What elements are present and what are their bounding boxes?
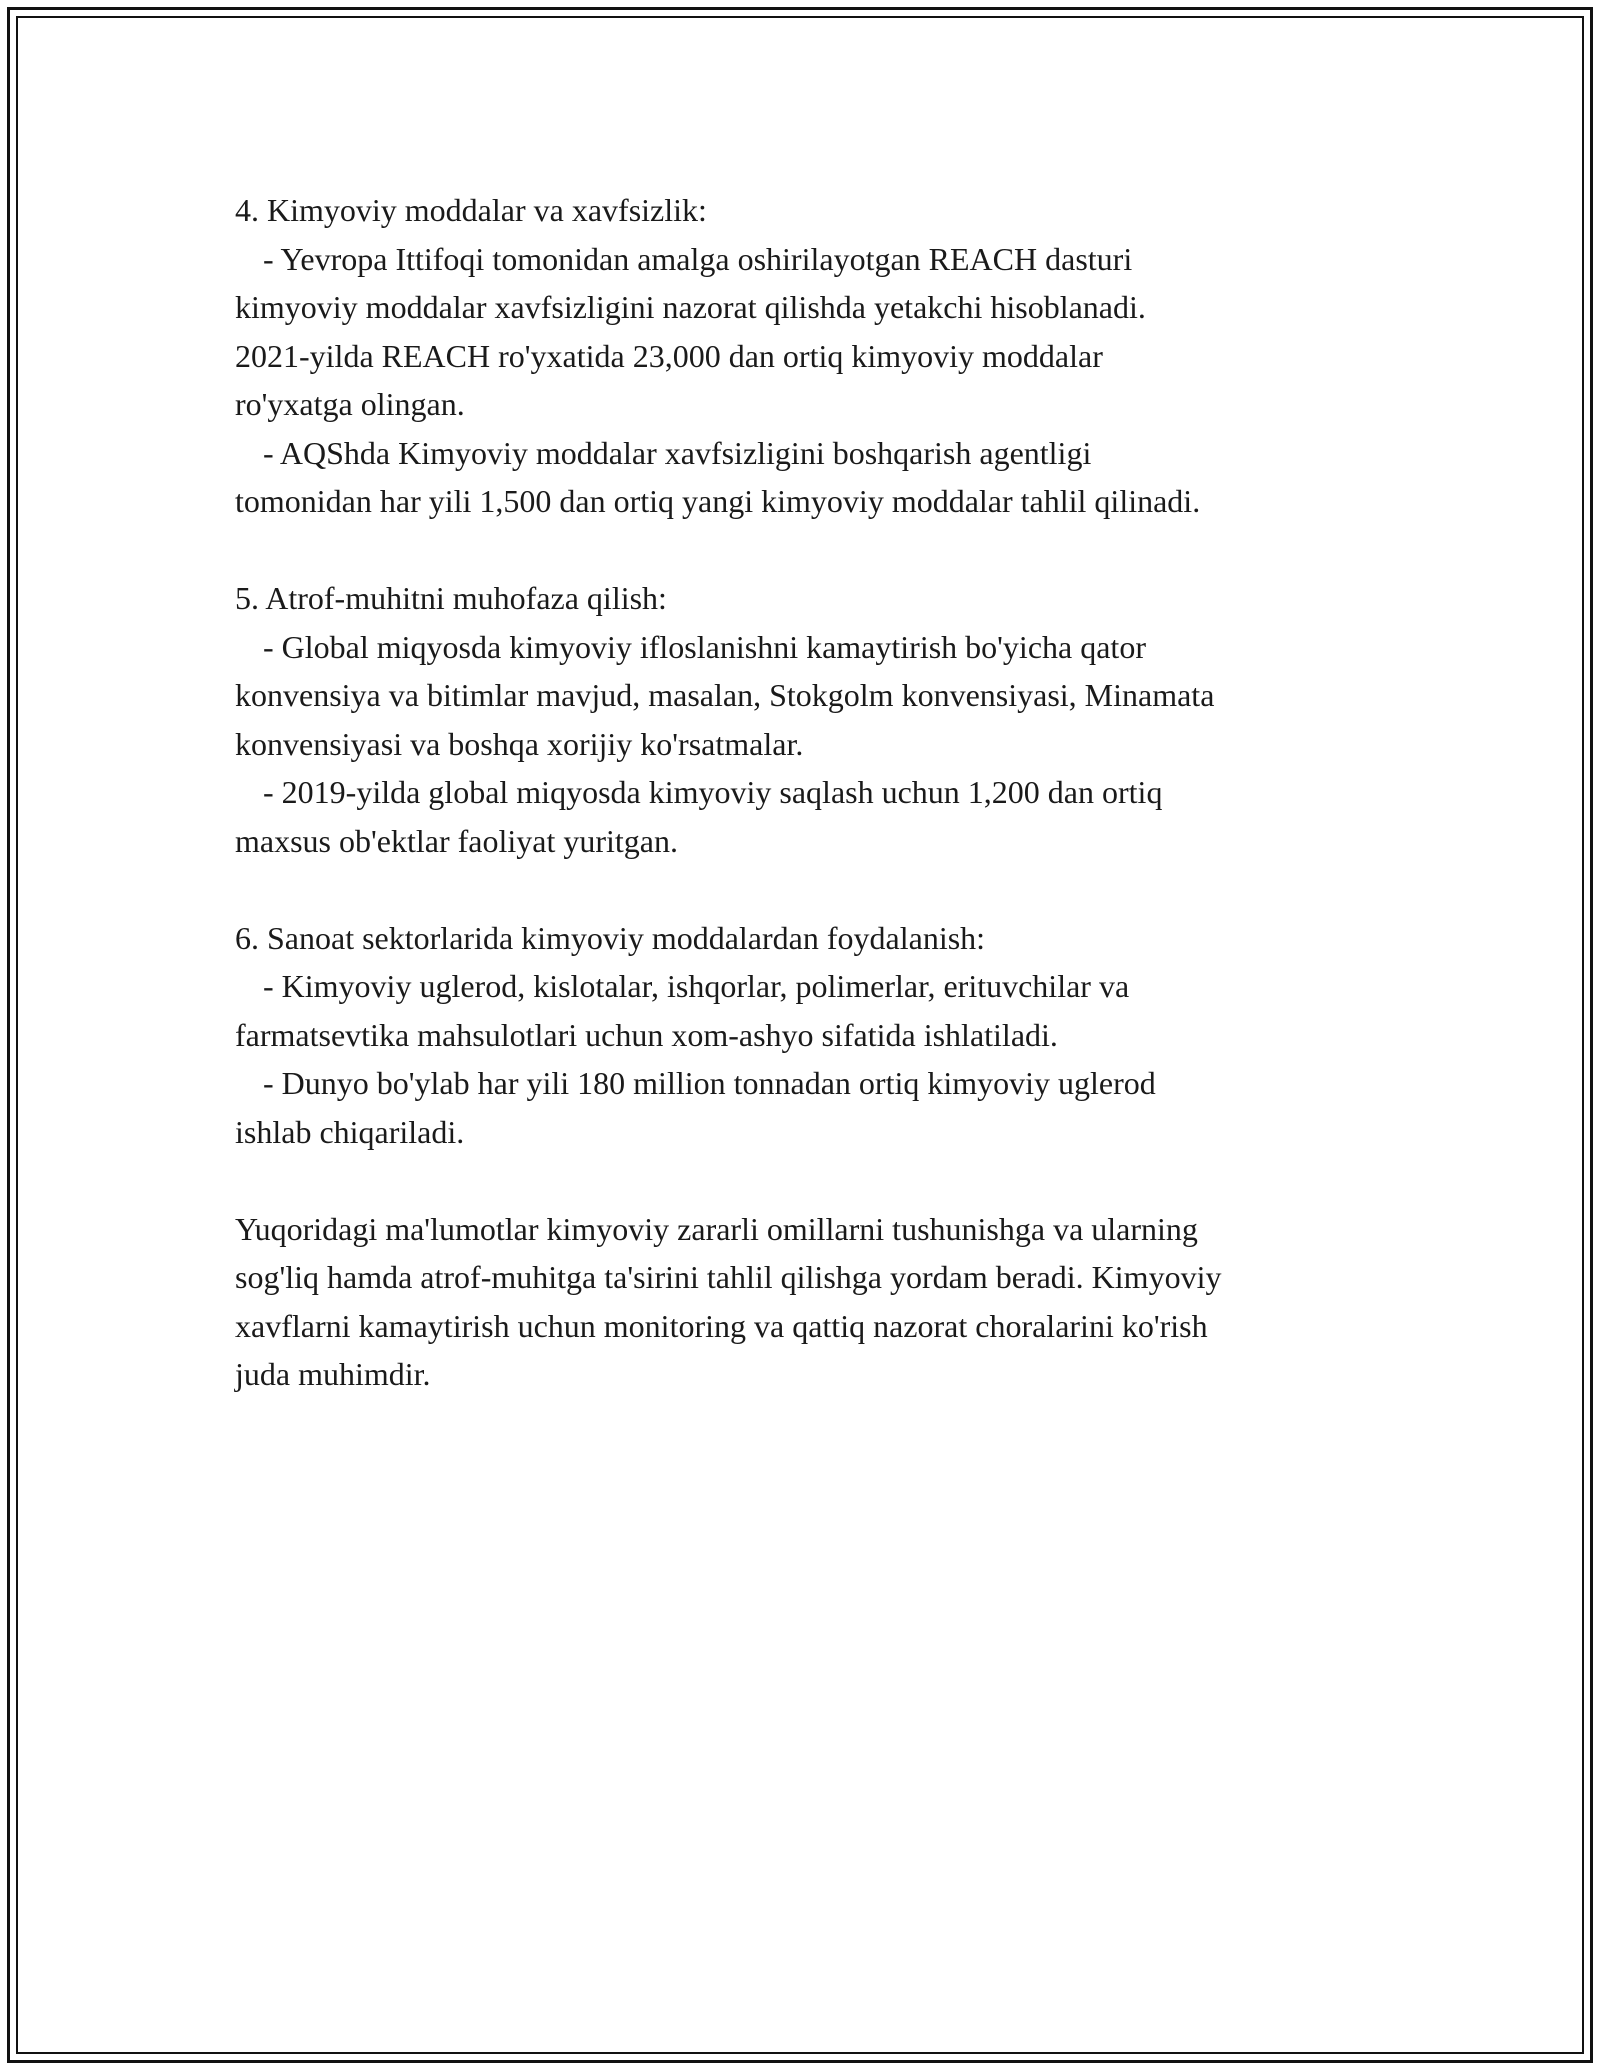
bullet-line: ishlab chiqariladi. [235, 1113, 465, 1150]
conclusion-line: xavflarni kamaytirish uchun monitoring va qattiq nazorat choralarini ko'rish [235, 1307, 1208, 1344]
conclusion-line: juda muhimdir. [235, 1356, 431, 1392]
bullet-line: - Kimyoviy uglerod, kislotalar, ishqorlar, polimerlar, erituvchilar va [263, 968, 1130, 1004]
section-4 [235, 186, 1395, 526]
bullet-line: konvensiyasi va boshqa xorijiy ko'rsatmalar. [235, 725, 804, 762]
section-5 [235, 574, 1395, 865]
section-heading: 4. Kimyoviy moddalar va xavfsizlik: [235, 192, 707, 228]
bullet-item [235, 962, 1395, 1059]
bullet-line: - Dunyo bo'ylab har yili 180 million tonnadan ortiq kimyoviy uglerod [263, 1065, 1156, 1101]
bullet-line: farmatsevtika mahsulotlari uchun xom-ashyo sifatida ishlatiladi. [235, 1016, 1058, 1053]
conclusion-paragraph [235, 1205, 1395, 1399]
bullet-item [235, 623, 1395, 769]
section-heading: 6. Sanoat sektorlarida kimyoviy moddalardan foydalanish: [235, 919, 986, 956]
bullet-line: maxsus ob'ektlar faoliyat yuritgan. [235, 822, 678, 859]
bullet-line: 2021-yilda REACH ro'yxatida 23,000 dan ortiq kimyoviy moddalar [235, 337, 1103, 374]
bullet-item [235, 1059, 1395, 1156]
bullet-line: - Global miqyosda kimyoviy ifloslanishni kamaytirish bo'yicha qator [263, 628, 1146, 665]
bullet-item [235, 429, 1395, 526]
bullet-line: konvensiya va bitimlar mavjud, masalan, Stokgolm konvensiyasi, Minamata [235, 677, 1215, 713]
bullet-line: - Yevropa Ittifoqi tomonidan amalga oshirilayotgan REACH dasturi [263, 240, 1133, 277]
bullet-line: tomonidan har yili 1,500 dan ortiq yangi kimyoviy moddalar tahlil qilinadi. [235, 483, 1201, 519]
bullet-line: - 2019-yilda global miqyosda kimyoviy saqlash uchun 1,200 dan ortiq [263, 774, 1163, 810]
document-body [235, 186, 1395, 1447]
bullet-line: - AQShda Kimyoviy moddalar xavfsizligini boshqarish agentligi [263, 434, 1092, 471]
section-6 [235, 914, 1395, 1157]
conclusion-line: sog'liq hamda atrof-muhitga ta'sirini tahlil qilishga yordam beradi. Kimyoviy [235, 1259, 1222, 1295]
bullet-line: kimyoviy moddalar xavfsizligini nazorat qilishda yetakchi hisoblanadi. [235, 289, 1146, 325]
bullet-item [235, 235, 1395, 429]
bullet-item [235, 768, 1395, 865]
conclusion-line: Yuqoridagi ma'lumotlar kimyoviy zararli omillarni tushunishga va ularning [235, 1210, 1198, 1247]
section-heading: 5. Atrof-muhitni muhofaza qilish: [235, 580, 667, 616]
bullet-line: ro'yxatga olingan. [235, 386, 465, 422]
